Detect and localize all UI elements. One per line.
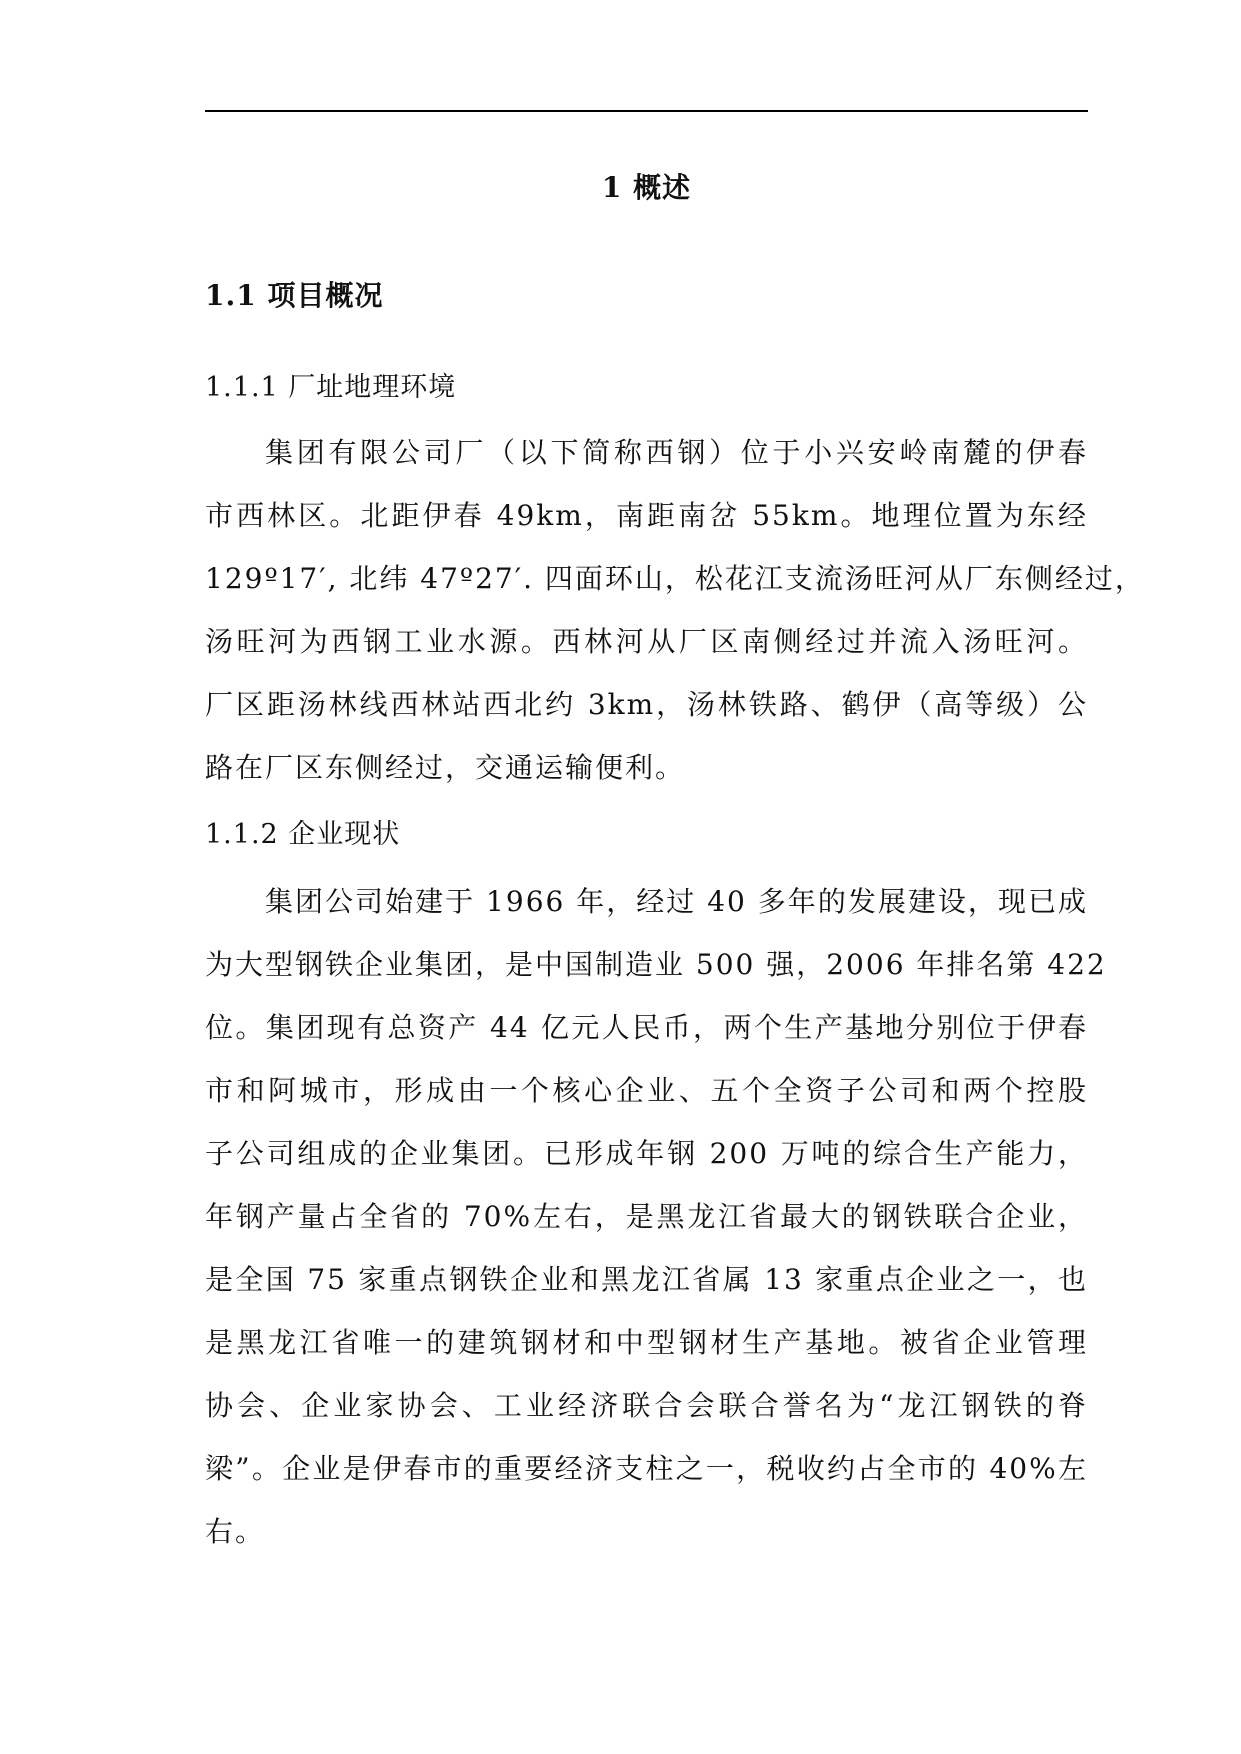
subsection-heading-status: 1.1.2 企业现状 (205, 819, 401, 850)
paragraph-line: 市西林区。北距伊春 49km，南距南岔 55km。地理位置为东经 (205, 499, 1088, 532)
paragraph-line: 是全国 75 家重点钢铁企业和黑龙江省属 13 家重点企业之一，也 (205, 1263, 1088, 1296)
chapter-title: 1 概述 (601, 171, 692, 204)
section-heading: 1.1 项目概况 (205, 279, 384, 312)
paragraph-line: 为大型钢铁企业集团，是中国制造业 500 强，2006 年排名第 422 (205, 948, 1107, 981)
subsection-heading-site: 1.1.1 厂址地理环境 (205, 372, 457, 403)
paragraph-line: 厂区距汤林线西林站西北约 3km，汤林铁路、鹤伊（高等级）公 (205, 688, 1088, 721)
paragraph-line: 右。 (205, 1515, 266, 1548)
paragraph-line: 梁”。企业是伊春市的重要经济支柱之一，税收约占全市的 40%左 (205, 1452, 1088, 1485)
paragraph-line: 129º17′, 北纬 47º27′. 四面环山，松花江支流汤旺河从厂东侧经过， (205, 562, 1145, 595)
paragraph-line: 位。集团现有总资产 44 亿元人民币，两个生产基地分别位于伊春 (205, 1011, 1088, 1044)
paragraph-line: 子公司组成的企业集团。已形成年钢 200 万吨的综合生产能力， (205, 1137, 1088, 1170)
header-rule (205, 110, 1088, 112)
paragraph-site-geography (205, 421, 1145, 799)
paragraph-line: 汤旺河为西钢工业水源。西林河从厂区南侧经过并流入汤旺河。 (205, 625, 1088, 658)
paragraph-enterprise-status (205, 870, 1107, 1563)
paragraph-line: 市和阿城市，形成由一个核心企业、五个全资子公司和两个控股 (205, 1074, 1088, 1107)
paragraph-line: 协会、企业家协会、工业经济联合会联合誉名为“龙江钢铁的脊 (205, 1389, 1088, 1422)
paragraph-line: 年钢产量占全省的 70%左右，是黑龙江省最大的钢铁联合企业， (205, 1200, 1088, 1233)
paragraph-line: 路在厂区东侧经过，交通运输便利。 (205, 751, 686, 784)
paragraph-line: 集团公司始建于 1966 年，经过 40 多年的发展建设，现已成 (265, 885, 1088, 918)
paragraph-line: 是黑龙江省唯一的建筑钢材和中型钢材生产基地。被省企业管理 (205, 1326, 1088, 1359)
paragraph-line: 集团有限公司厂（以下简称西钢）位于小兴安岭南麓的伊春 (265, 436, 1088, 469)
